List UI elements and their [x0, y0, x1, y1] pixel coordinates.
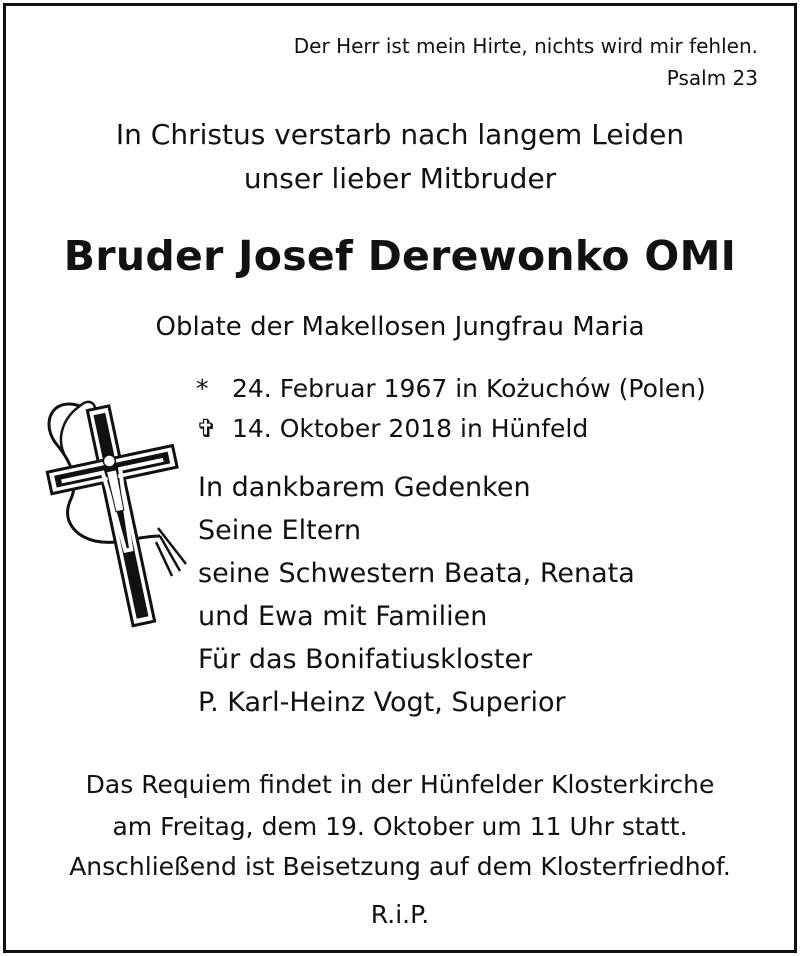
- death-cross-icon: ✞: [196, 414, 217, 443]
- requiem-line-1: Das Requiem findet in der Hünfelder Klosterkirche: [85, 770, 715, 799]
- deceased-name: Bruder Josef Derewonko OMI: [63, 232, 737, 280]
- mourner-line-6: P. Karl-Heinz Vogt, Superior: [198, 687, 566, 718]
- religious-order: Oblate der Makellosen Jungfrau Maria: [155, 312, 645, 342]
- requiem-line-3: Anschließend ist Beisetzung auf dem Klosterfriedhof.: [69, 852, 731, 881]
- intro-line-1: In Christus verstarb nach langem Leiden: [115, 118, 685, 151]
- mourner-line-5: Für das Bonifatiuskloster: [198, 644, 533, 675]
- death-line: [196, 414, 588, 443]
- psalm-reference: Psalm 23: [666, 66, 758, 90]
- mourner-line-2: Seine Eltern: [198, 515, 362, 546]
- intro-line-2: unser lieber Mitbruder: [243, 162, 557, 195]
- birth-line: [196, 374, 706, 403]
- crucifix-icon: [40, 386, 190, 636]
- birth-text: 24. Februar 1967 in Kożuchów (Polen): [232, 374, 706, 403]
- birth-star-icon: *: [196, 374, 209, 403]
- mourner-line-1: In dankbarem Gedenken: [198, 472, 531, 503]
- psalm-quote: Der Herr ist mein Hirte, nichts wird mir fehlen.: [293, 34, 758, 58]
- mourner-line-3: seine Schwestern Beata, Renata: [198, 558, 635, 589]
- requiem-line-2: am Freitag, dem 19. Oktober um 11 Uhr statt.: [112, 812, 688, 841]
- mourner-line-4: und Ewa mit Familien: [198, 601, 488, 632]
- rip-closing: R.i.P.: [370, 900, 430, 929]
- death-text: 14. Oktober 2018 in Hünfeld: [232, 414, 589, 443]
- obituary-frame: [3, 3, 797, 953]
